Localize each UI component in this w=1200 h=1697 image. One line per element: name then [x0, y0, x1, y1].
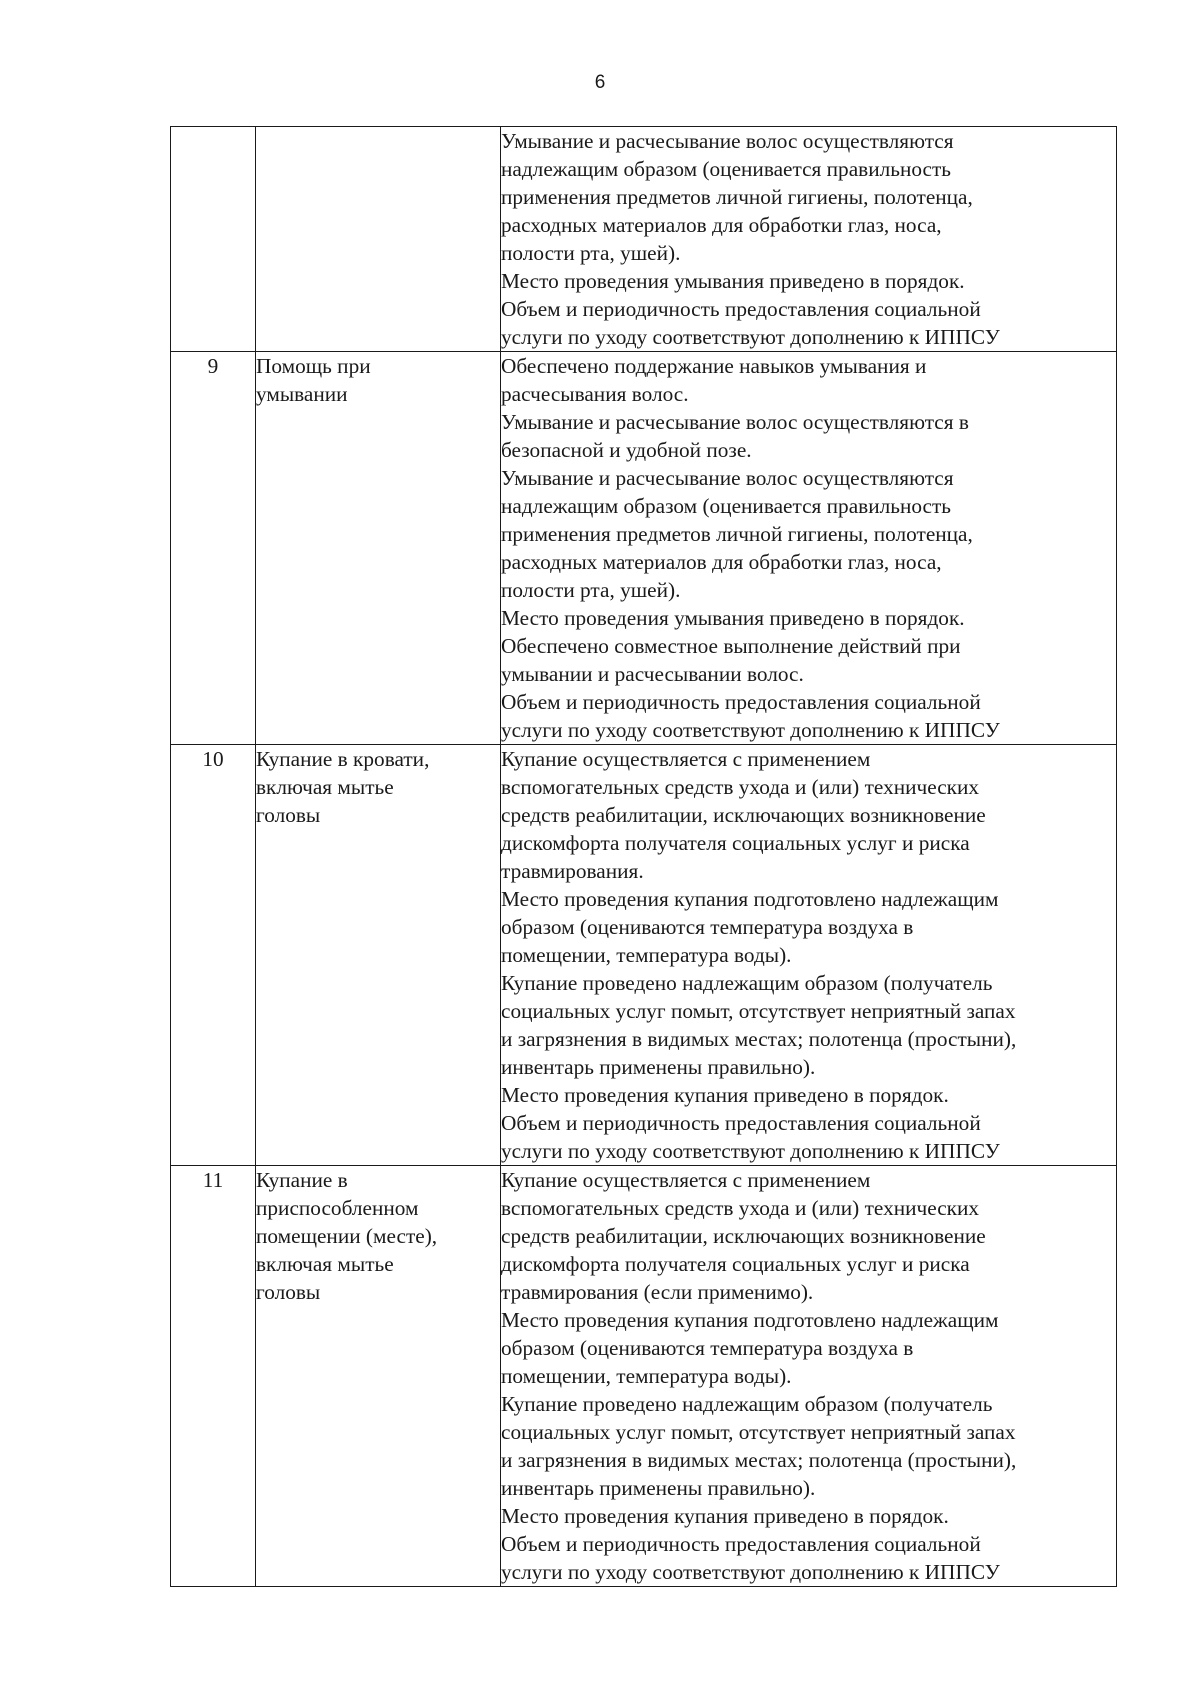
criteria-line: Объем и периодичность предоставления социальной [501, 690, 981, 714]
criteria-line: расчесывания волос. [501, 382, 689, 406]
criteria-line: безопасной и удобной позе. [501, 438, 752, 462]
criteria-line: услуги по уходу соответствуют дополнению к ИППСУ [501, 718, 1000, 742]
criteria-line: Купание проведено надлежащим образом (получатель [501, 1392, 993, 1416]
row-number-cell: 11 [171, 1166, 256, 1587]
criteria-line: Умывание и расчесывание волос осуществляются в [501, 410, 969, 434]
criteria-line: расходных материалов для обработки глаз, носа, [501, 213, 942, 237]
criteria-line: травмирования (если применимо). [501, 1280, 814, 1304]
service-criteria-cell [501, 745, 1117, 1166]
criteria-line: вспомогательных средств ухода и (или) технических [501, 1196, 980, 1220]
table-row [171, 745, 1117, 1166]
criteria-line: помещении, температура воды). [501, 943, 792, 967]
service-name-line: приспособленном [256, 1196, 419, 1220]
service-name-line: Помощь при [256, 354, 371, 378]
criteria-line: Купание проведено надлежащим образом (получатель [501, 971, 993, 995]
table-body [171, 127, 1117, 1587]
criteria-line: и загрязнения в видимых местах; полотенца (простыни), [501, 1448, 1017, 1472]
criteria-line: социальных услуг помыт, отсутствует неприятный запах [501, 1420, 1016, 1444]
service-criteria-cell [501, 1166, 1117, 1587]
service-name-line: умывании [256, 382, 348, 406]
criteria-line: социальных услуг помыт, отсутствует неприятный запах [501, 999, 1016, 1023]
criteria-line: надлежащим образом (оценивается правильность [501, 157, 951, 181]
criteria-line: умывании и расчесывании волос. [501, 662, 804, 686]
criteria-line: Объем и периодичность предоставления социальной [501, 1532, 981, 1556]
criteria-line: применения предметов личной гигиены, полотенца, [501, 522, 973, 546]
row-number-cell: 10 [171, 745, 256, 1166]
criteria-line: и загрязнения в видимых местах; полотенца (простыни), [501, 1027, 1017, 1051]
criteria-line: услуги по уходу соответствуют дополнению к ИППСУ [501, 325, 1000, 349]
criteria-line: надлежащим образом (оценивается правильность [501, 494, 951, 518]
row-number-cell [171, 127, 256, 352]
criteria-line: Купание осуществляется с применением [501, 747, 871, 771]
criteria-line: Умывание и расчесывание волос осуществляются [501, 129, 954, 153]
criteria-line: Место проведения купания подготовлено надлежащим [501, 887, 999, 911]
criteria-line: Место проведения купания приведено в порядок. [501, 1083, 949, 1107]
service-name-cell [256, 352, 501, 745]
table-row [171, 1166, 1117, 1587]
service-name-cell [256, 1166, 501, 1587]
services-table [170, 126, 1117, 1587]
criteria-line: Обеспечено совместное выполнение действий при [501, 634, 961, 658]
criteria-line: услуги по уходу соответствуют дополнению к ИППСУ [501, 1139, 1000, 1163]
criteria-line: инвентарь применены правильно). [501, 1055, 816, 1079]
service-name-cell [256, 127, 501, 352]
criteria-line: Умывание и расчесывание волос осуществляются [501, 466, 954, 490]
criteria-line: Обеспечено поддержание навыков умывания и [501, 354, 927, 378]
criteria-line: травмирования. [501, 859, 644, 883]
criteria-line: расходных материалов для обработки глаз, носа, [501, 550, 942, 574]
page-number: 6 [594, 72, 606, 93]
service-name-line: включая мытье [256, 1252, 394, 1276]
criteria-line: образом (оцениваются температура воздуха в [501, 915, 914, 939]
criteria-line: средств реабилитации, исключающих возникновение [501, 803, 986, 827]
service-name-line: включая мытье [256, 775, 394, 799]
criteria-line: Купание осуществляется с применением [501, 1168, 871, 1192]
criteria-line: Объем и периодичность предоставления социальной [501, 1111, 981, 1135]
service-name-cell [256, 745, 501, 1166]
criteria-line: полости рта, ушей). [501, 241, 681, 265]
service-name-line: Купание в [256, 1168, 348, 1192]
criteria-line: применения предметов личной гигиены, полотенца, [501, 185, 973, 209]
criteria-line: Объем и периодичность предоставления социальной [501, 297, 981, 321]
table-row [171, 127, 1117, 352]
service-name-line: Купание в кровати, [256, 747, 430, 771]
criteria-line: дискомфорта получателя социальных услуг и риска [501, 831, 970, 855]
criteria-line: Место проведения умывания приведено в порядок. [501, 606, 965, 630]
criteria-line: средств реабилитации, исключающих возникновение [501, 1224, 986, 1248]
service-name-line: головы [256, 803, 321, 827]
row-number-cell: 9 [171, 352, 256, 745]
criteria-line: Место проведения купания приведено в порядок. [501, 1504, 949, 1528]
criteria-line: Место проведения купания подготовлено надлежащим [501, 1308, 999, 1332]
criteria-line: помещении, температура воды). [501, 1364, 792, 1388]
criteria-line: услуги по уходу соответствуют дополнению к ИППСУ [501, 1560, 1000, 1584]
service-criteria-cell [501, 352, 1117, 745]
criteria-line: инвентарь применены правильно). [501, 1476, 816, 1500]
criteria-line: дискомфорта получателя социальных услуг и риска [501, 1252, 970, 1276]
service-name-line: помещении (месте), [256, 1224, 438, 1248]
criteria-line: образом (оцениваются температура воздуха в [501, 1336, 914, 1360]
criteria-line: вспомогательных средств ухода и (или) технических [501, 775, 980, 799]
table-row [171, 352, 1117, 745]
service-name-line: головы [256, 1280, 321, 1304]
service-criteria-cell [501, 127, 1117, 352]
criteria-line: Место проведения умывания приведено в порядок. [501, 269, 965, 293]
criteria-line: полости рта, ушей). [501, 578, 681, 602]
